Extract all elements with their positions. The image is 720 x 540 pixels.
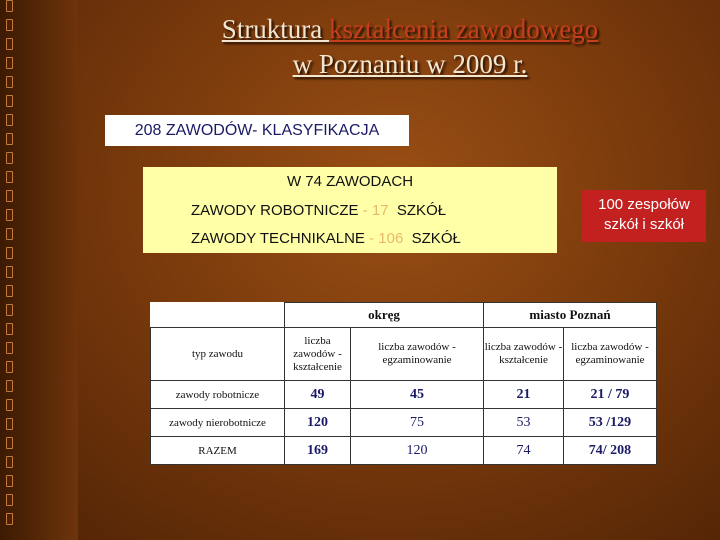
rail-square: [6, 0, 13, 12]
rail-square: [6, 133, 13, 145]
subheader-okreg-training: liczba zawodów - kształcenie: [285, 328, 351, 381]
table-row: [151, 381, 657, 409]
cell: 169: [285, 437, 351, 465]
cell: 21: [484, 381, 564, 409]
row-count: 17: [371, 202, 389, 219]
row-label: ZAWODY TECHNIKALNE: [191, 230, 365, 247]
title-plain: Struktura: [221, 14, 330, 44]
header-miasto: miasto Poznań: [484, 303, 657, 328]
rail-square: [6, 380, 13, 392]
row-label: ZAWODY ROBOTNICZE: [191, 202, 359, 219]
cell: 74: [484, 437, 564, 465]
schools-box: [143, 167, 557, 253]
rail-square: [6, 513, 13, 525]
row-count: 106: [378, 230, 404, 247]
table-row: [151, 409, 657, 437]
rail-square: [6, 475, 13, 487]
rail-square: [6, 418, 13, 430]
rail-square: [6, 304, 13, 316]
rail-square: [6, 266, 13, 278]
school-complex-box: 100 zespołów szkół i szkół: [582, 190, 706, 242]
classification-box: 208 ZAWODÓW- KLASYFIKACJA: [105, 115, 409, 146]
cell: 120: [285, 409, 351, 437]
subheader-city-exam: liczba zawodów - egzaminowanie: [564, 328, 657, 381]
rail-square: [6, 19, 13, 31]
cell: 49: [285, 381, 351, 409]
rail-square: [6, 190, 13, 202]
title-accent: kształcenia zawodowego: [329, 14, 599, 44]
rail-square: [6, 342, 13, 354]
professions-table: [150, 302, 657, 465]
rail-square: [6, 57, 13, 69]
cell: 74/ 208: [564, 437, 657, 465]
header-okreg: okręg: [285, 303, 484, 328]
cell: 75: [351, 409, 484, 437]
row-unit: SZKÓŁ: [396, 202, 447, 219]
rail-square: [6, 228, 13, 240]
cell: 53: [484, 409, 564, 437]
subheader-city-training: liczba zawodów - kształcenie: [484, 328, 564, 381]
rail-square: [6, 95, 13, 107]
table-corner: [151, 303, 285, 328]
rail-square: [6, 323, 13, 335]
row-separator: -: [364, 230, 379, 247]
schools-box-header: W 74 ZAWODACH: [286, 173, 414, 190]
rail-square: [6, 114, 13, 126]
rail-square: [6, 456, 13, 468]
row-unit: SZKÓŁ: [411, 230, 461, 247]
cell: 21 / 79: [564, 381, 657, 409]
rail-square: [6, 152, 13, 164]
rail-square: [6, 247, 13, 259]
cell: 53 /129: [564, 409, 657, 437]
cell: 45: [351, 381, 484, 409]
rail-square: [6, 399, 13, 411]
rail-square: [6, 76, 13, 88]
row-label: RAZEM: [151, 437, 285, 465]
cell: 120: [351, 437, 484, 465]
slide-title: [120, 12, 700, 82]
row-label: zawody robotnicze: [151, 381, 285, 409]
row-label: zawody nierobotnicze: [151, 409, 285, 437]
rail-square: [6, 171, 13, 183]
rail-square: [6, 494, 13, 506]
schools-row-technical: [191, 230, 461, 247]
rail-square: [6, 38, 13, 50]
subheader-okreg-exam: liczba zawodów - egzaminowanie: [351, 328, 484, 381]
schools-row-worker: [191, 202, 446, 219]
rail-square: [6, 285, 13, 297]
rail-square: [6, 437, 13, 449]
table-row: [151, 437, 657, 465]
rail-square: [6, 361, 13, 373]
rail-square: [6, 209, 13, 221]
row-separator: -: [358, 202, 372, 219]
film-rail-decoration: [6, 0, 16, 540]
title-line2: w Poznaniu w 2009 r.: [292, 49, 528, 79]
header-type: typ zawodu: [151, 328, 285, 381]
